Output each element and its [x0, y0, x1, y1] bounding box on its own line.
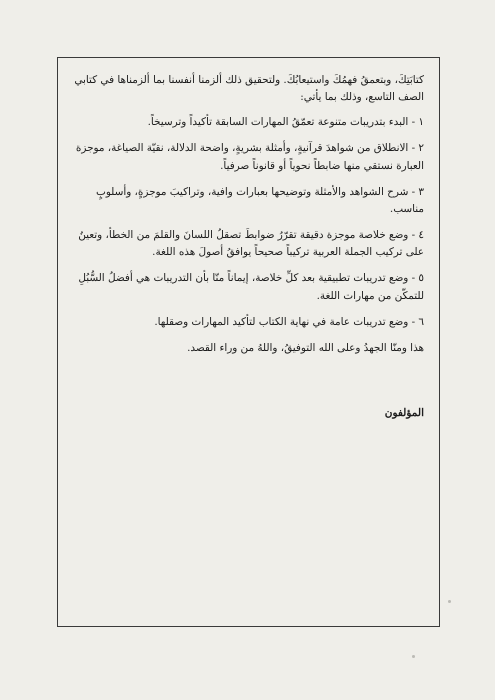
- scan-speck: [412, 655, 415, 658]
- scan-speck: [448, 600, 451, 603]
- list-item-1: ١ - البدء بتدريبات متنوعة تعمّقُ المهارات السابقة تأكيداً وترسيخاً.: [147, 116, 424, 129]
- list-item-3: ٣ - شرح الشواهد والأمثلة وتوضيحها بعبارات وافية، وتراكيبَ موجزةٍ، وأسلوبٍ مناسب.: [96, 185, 424, 215]
- list-item-4: ٤ - وضع خلاصة موجزة دقيقة تقرّرُ ضوابطَ تصقلُ اللسانَ والقلمَ من الخطأ، وتعينُ على تركيب الجملة العربية تركيباً صحيحاً يوافقُ أصولَ هذه اللغة.: [78, 229, 424, 259]
- list-item-2: ٢ - الانطلاق من شواهدَ قرآنيةٍ، وأمثلة بشريةٍ، واضحة الدلالة، نقيّة الصياغة، موجزة العبارة نستقي منها ضابطاً نحوياً أو قانوناً صرفياً.: [75, 142, 424, 172]
- intro-paragraph: كتابَتِكَ، وبتعمقُ فهمُكَ واستيعابُكَ. ولتحقيق ذلك ألزمنا أنفسنا بما ألزمناها في كتابي الصف التاسع، وذلك بما يأتي:: [74, 74, 424, 104]
- document-frame: [57, 57, 440, 627]
- document-body: [58, 58, 439, 422]
- authors-signature: المؤلفون: [384, 407, 424, 420]
- list-item-6: ٦ - وضع تدريبات عامة في نهاية الكتاب لتأكيد المهارات وصقلها.: [154, 315, 424, 328]
- list-item-5: ٥ - وضع تدريبات تطبيقية بعد كلِّ خلاصة، إيماناً منّا بأن التدريبات هي أفضلُ السُّبُلِ للتمكّن من مهارات اللغة.: [78, 272, 424, 302]
- closing-line: هذا ومنّا الجهدُ وعلى الله التوفيقُ، واللهُ من وراء القصد.: [187, 341, 424, 354]
